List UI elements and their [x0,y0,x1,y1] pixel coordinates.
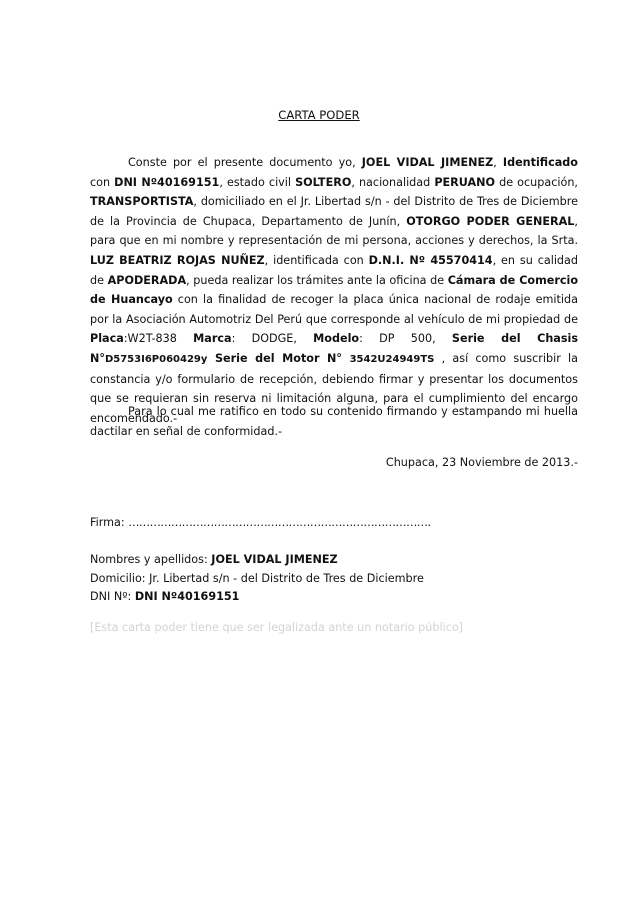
apoderada: APODERADA [107,273,187,287]
text: con la finalidad de recoger la placa única nacional de rodaje emitida por la Asociación Automotriz Del Perú que corresponde al vehículo de mi propiedad de [90,293,578,326]
motor-number: 3542U24949TS [349,353,435,365]
text: , estado civil [219,175,296,189]
text: , identificada con [264,253,369,267]
identificado-word: Identificado [502,156,578,169]
text: :W2T-838 [123,332,194,346]
text: de ocupación, [495,175,578,189]
text: , así como suscribir la constancia y/o formulario de recepción, debiendo firmar y presentar los documentos que se requieran sin reserva ni limitación alguna, para el cumplimiento del encargo encomendado.- [90,351,578,425]
civil-status: SOLTERO [295,175,352,189]
names-value: JOEL VIDAL JIMENEZ [211,553,338,566]
body-paragraph-2 [90,402,578,441]
signature-label: Firma: [90,516,129,529]
date-line: Chupaca, 23 Noviembre de 2013.- [385,456,578,469]
text: : DP 500, [359,332,452,346]
text: , en su calidad de [90,253,578,287]
placa-label: Placa [90,332,124,346]
signature-line [90,516,431,529]
text: , pueda realizar los trámites ante la oficina de [186,273,448,287]
body-paragraph-1 [90,153,578,428]
text: , domiciliado en el Jr. Libertad s/n - del Distrito de Tres de Diciembre de la Provincia de Chupaca, Departamento de Junín, [90,195,578,228]
chasis-number: D5753I6P060429y [104,353,208,365]
legalization-note: [Esta carta poder tiene que ser legalizada ante un notario público] [90,621,464,634]
text: con [90,175,115,189]
names-label: Nombres y apellidos: [90,553,212,566]
text: , para que en mi nombre y representación de mi persona, acciones y derechos, la Srta. [90,214,578,248]
text: , nacionalidad [351,175,435,189]
grantor-dni: DNI Nº40169151 [114,175,220,189]
domicile-row: Domicilio: Jr. Libertad s/n - del Distrito de Tres de Diciembre [90,571,424,585]
camara-comercio: Cámara de Comercio de Huancayo [90,273,579,307]
otorgo-poder: OTORGO PODER GENERAL [406,214,575,228]
marca-label: Marca [193,332,232,346]
text: : DODGE, [231,332,314,346]
grantor-name: JOEL VIDAL JIMENEZ [361,156,494,169]
document-title: CARTA PODER [278,108,360,122]
signer-info [90,551,424,607]
agent-name: LUZ BEATRIZ ROJAS NUÑEZ [90,253,265,267]
signature-dots: …………………………………………………………………………. [128,516,431,529]
agent-dni: D.N.I. Nº 45570414 [368,253,493,267]
names-row [90,551,424,570]
nationality: PERUANO [434,175,496,189]
chasis-label: Serie del Chasis N° [90,332,578,365]
modelo-label: Modelo [313,332,360,346]
occupation: TRANSPORTISTA [90,195,194,209]
dni-label: DNI Nº: [90,590,135,603]
motor-label: Serie del Motor N° [207,351,350,365]
dni-value: DNI Nº40169151 [134,590,240,603]
text: Conste por el presente documento yo, [128,156,362,169]
text: , [493,156,503,169]
dni-row [90,588,424,607]
ratification-text: Para lo cual me ratifico en todo su contenido firmando y estampando mi huella dactilar en señal de conformidad.- [90,405,578,438]
